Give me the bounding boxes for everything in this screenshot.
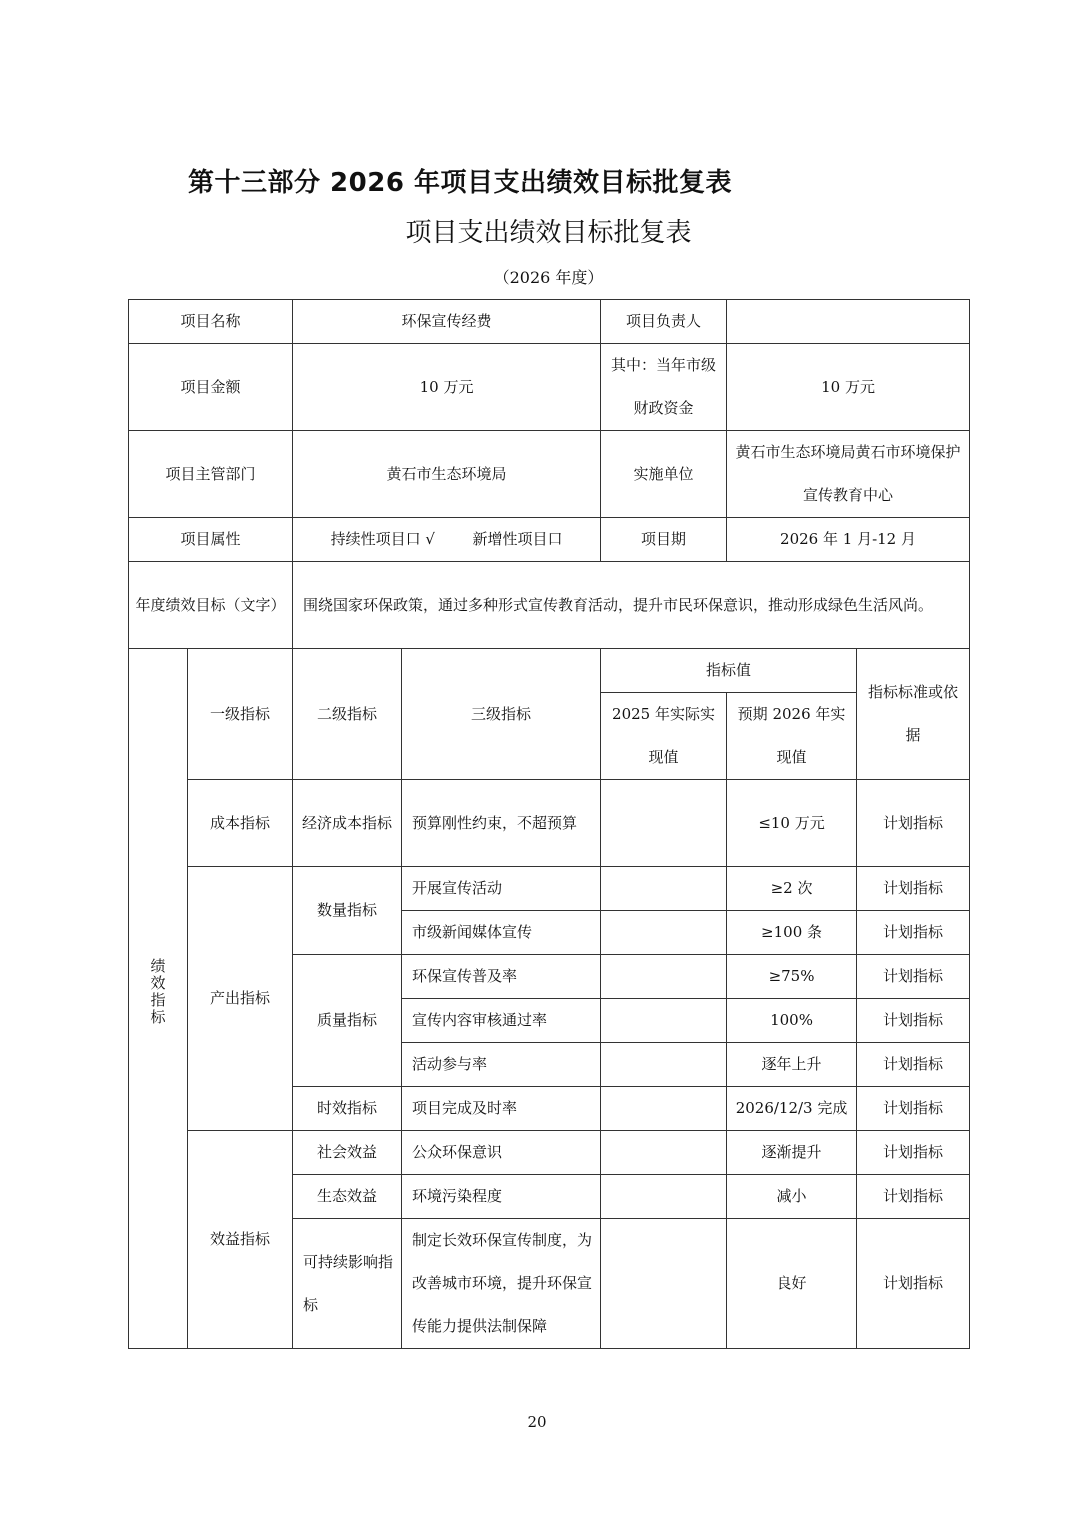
table-row <box>129 780 970 867</box>
row-project-amount <box>129 344 970 431</box>
level3-name: 活动参与率 <box>402 1043 601 1087</box>
department-value: 黄石市生态环境局 <box>293 431 601 518</box>
level2-sustainable: 可持续影响指标 <box>293 1219 402 1349</box>
basis-value: 计划指标 <box>857 1087 970 1131</box>
actual-value <box>601 1087 727 1131</box>
row-department <box>129 431 970 518</box>
level3-name: 预算刚性约束，不超预算 <box>402 780 601 867</box>
expected-value: 减小 <box>727 1175 857 1219</box>
part-title: 第十三部分 2026 年项目支出绩效目标批复表 <box>188 168 732 198</box>
expected-value: 2026/12/3 完成 <box>727 1087 857 1131</box>
project-leader-value <box>727 300 970 344</box>
level2-quality: 质量指标 <box>293 955 402 1087</box>
table-row <box>129 1131 970 1175</box>
basis-value: 计划指标 <box>857 1175 970 1219</box>
level3-name: 环保宣传普及率 <box>402 955 601 999</box>
level3-name: 宣传内容审核通过率 <box>402 999 601 1043</box>
expected-value: ≥100 条 <box>727 911 857 955</box>
row-attribute <box>129 518 970 562</box>
level1-output: 产出指标 <box>188 867 293 1131</box>
actual-value <box>601 955 727 999</box>
level1-cost: 成本指标 <box>188 780 293 867</box>
attribute-label: 项目属性 <box>129 518 293 562</box>
actual-value <box>601 1043 727 1087</box>
header-actual-2025: 2025 年实际实现值 <box>601 693 727 780</box>
basis-value: 计划指标 <box>857 867 970 911</box>
level2-social: 社会效益 <box>293 1131 402 1175</box>
basis-value: 计划指标 <box>857 999 970 1043</box>
indicators-side-text: 绩效指标 <box>150 957 166 1026</box>
expected-value: ≤10 万元 <box>727 780 857 867</box>
level3-name: 环境污染程度 <box>402 1175 601 1219</box>
basis-value: 计划指标 <box>857 1219 970 1349</box>
header-level2: 二级指标 <box>293 649 402 780</box>
expected-value: 良好 <box>727 1219 857 1349</box>
level2-economic-cost: 经济成本指标 <box>293 780 402 867</box>
row-project-name <box>129 300 970 344</box>
level3-name: 制定长效环保宣传制度，为改善城市环境，提升环保宣传能力提供法制保障 <box>402 1219 601 1349</box>
period-value: 2026 年 1 月-12 月 <box>727 518 970 562</box>
year-label: （2026 年度） <box>493 268 604 287</box>
header-level1: 一级指标 <box>188 649 293 780</box>
level2-ecological: 生态效益 <box>293 1175 402 1219</box>
basis-value: 计划指标 <box>857 1131 970 1175</box>
header-level3: 三级指标 <box>402 649 601 780</box>
department-label: 项目主管部门 <box>129 431 293 518</box>
row-indicator-header-1 <box>129 649 970 693</box>
actual-value <box>601 867 727 911</box>
basis-value: 计划指标 <box>857 780 970 867</box>
attribute-continuing: 持续性项目口 √ <box>330 530 435 548</box>
amount-value: 10 万元 <box>293 344 601 431</box>
basis-value: 计划指标 <box>857 911 970 955</box>
period-label: 项目期 <box>601 518 727 562</box>
header-value: 指标值 <box>601 649 857 693</box>
actual-value <box>601 1175 727 1219</box>
page-number: 20 <box>527 1413 547 1431</box>
actual-value <box>601 999 727 1043</box>
expected-value: ≥75% <box>727 955 857 999</box>
header-standard: 指标标准或依据 <box>857 649 970 780</box>
goal-label: 年度绩效目标（文字） <box>129 562 293 649</box>
actual-value <box>601 1219 727 1349</box>
expected-value: 逐渐提升 <box>727 1131 857 1175</box>
table-row <box>129 867 970 911</box>
city-funds-value: 10 万元 <box>727 344 970 431</box>
implementer-label: 实施单位 <box>601 431 727 518</box>
level2-quantity: 数量指标 <box>293 867 402 955</box>
actual-value <box>601 1131 727 1175</box>
actual-value <box>601 780 727 867</box>
level2-timeliness: 时效指标 <box>293 1087 402 1131</box>
expected-value: 逐年上升 <box>727 1043 857 1087</box>
amount-label: 项目金额 <box>129 344 293 431</box>
project-name-value: 环保宣传经费 <box>293 300 601 344</box>
level1-benefit: 效益指标 <box>188 1131 293 1349</box>
actual-value <box>601 911 727 955</box>
basis-value: 计划指标 <box>857 1043 970 1087</box>
level3-name: 公众环保意识 <box>402 1131 601 1175</box>
attribute-value <box>293 518 601 562</box>
level3-name: 项目完成及时率 <box>402 1087 601 1131</box>
implementer-value: 黄石市生态环境局黄石市环境保护宣传教育中心 <box>727 431 970 518</box>
basis-value: 计划指标 <box>857 955 970 999</box>
row-annual-goal <box>129 562 970 649</box>
city-funds-label: 其中：当年市级财政资金 <box>601 344 727 431</box>
performance-goal-table <box>128 299 970 1349</box>
project-leader-label: 项目负责人 <box>601 300 727 344</box>
goal-text: 围绕国家环保政策，通过多种形式宣传教育活动，提升市民环保意识，推动形成绿色生活风尚。 <box>293 562 970 649</box>
level3-name: 市级新闻媒体宣传 <box>402 911 601 955</box>
level3-name: 开展宣传活动 <box>402 867 601 911</box>
header-expected-2026: 预期 2026 年实现值 <box>727 693 857 780</box>
attribute-new: 新增性项目口 <box>472 530 563 548</box>
expected-value: ≥2 次 <box>727 867 857 911</box>
table-title: 项目支出绩效目标批复表 <box>405 218 692 248</box>
indicators-side-label <box>129 649 188 1349</box>
expected-value: 100% <box>727 999 857 1043</box>
project-name-label: 项目名称 <box>129 300 293 344</box>
